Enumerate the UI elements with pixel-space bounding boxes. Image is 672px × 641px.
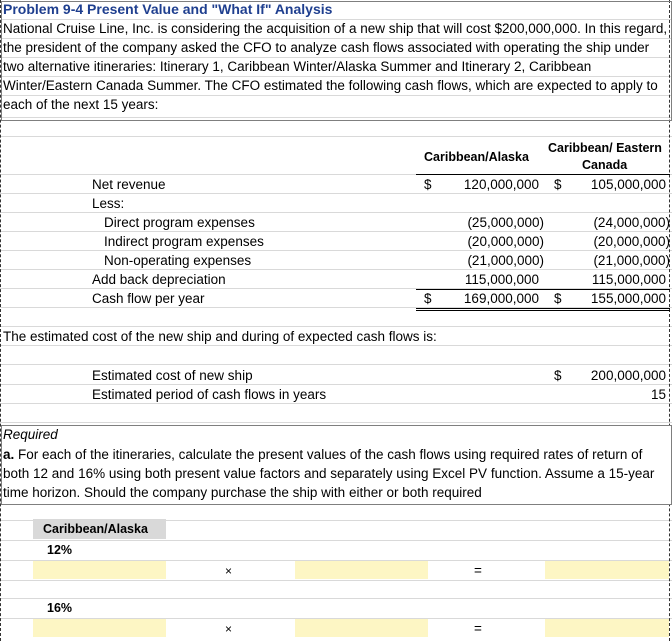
depreciation-label: Add back depreciation [92, 272, 226, 287]
estimated-cost-label: Estimated cost of new ship [92, 368, 253, 383]
less-label: Less: [92, 196, 125, 211]
cash-flow-value-alaska: 169,000,000 [463, 291, 539, 306]
net-revenue-value-eastern: 105,000,000 [590, 177, 666, 192]
column-header-eastern-canada-line1: Caribbean/ Eastern [548, 141, 662, 155]
net-revenue-label: Net revenue [92, 177, 166, 192]
estimated-period-value: 15 [650, 387, 666, 402]
direct-expenses-label: Direct program expenses [104, 215, 255, 230]
total-double-underline-1 [416, 308, 670, 309]
net-revenue-currency-1: $ [424, 177, 432, 192]
equals-symbol-12: = [474, 563, 482, 578]
required-text: For each of the itineraries, calculate the present values of the cash flows using required rates of return of both 12 and 16% using both present value factors and separately using Excel PV function. Assume a 15-year time horizon. Should the company purchase the ship with either or both required [3, 447, 655, 500]
indirect-expenses-value-eastern: (20,000,000) [593, 234, 670, 249]
input-present-value-16[interactable] [545, 619, 669, 637]
estimated-cost-currency: $ [554, 368, 562, 383]
net-revenue-value-alaska: 120,000,000 [463, 177, 539, 192]
nonoperating-expenses-label: Non-operating expenses [104, 253, 252, 268]
times-symbol-12: × [225, 564, 233, 578]
input-pv-factor-16[interactable] [295, 619, 428, 637]
rate-label-16: 16% [47, 601, 73, 615]
rate-label-12: 12% [47, 543, 73, 557]
net-revenue-currency-2: $ [554, 177, 562, 192]
times-symbol-16: × [225, 622, 233, 636]
estimated-intro-text: The estimated cost of the new ship and during of expected cash flows is: [3, 329, 437, 344]
indirect-expenses-value-alaska: (20,000,000) [467, 234, 544, 249]
header-underline [416, 174, 670, 175]
indirect-expenses-label: Indirect program expenses [104, 234, 264, 249]
input-cash-flow-12[interactable] [33, 561, 166, 579]
total-double-underline-2 [416, 310, 670, 311]
cash-flow-currency-2: $ [554, 291, 562, 306]
direct-expenses-value-eastern: (24,000,000) [593, 215, 670, 230]
cash-flow-currency-1: $ [424, 291, 432, 306]
cash-flow-value-eastern: 155,000,000 [590, 291, 666, 306]
calc-section-label: Caribbean/Alaska [43, 522, 148, 536]
depreciation-value-eastern: 115,000,000 [591, 272, 666, 287]
estimated-cost-value: 200,000,000 [590, 368, 666, 383]
depreciation-value-alaska: 115,000,000 [464, 272, 539, 287]
required-part-label: a. [3, 447, 15, 462]
nonoperating-expenses-value-eastern: (21,000,000) [593, 253, 670, 268]
equals-symbol-16: = [474, 621, 482, 636]
input-pv-factor-12[interactable] [295, 561, 428, 579]
required-heading: Required [3, 427, 58, 442]
required-text-block [3, 445, 663, 502]
estimated-period-label: Estimated period of cash flows in years [92, 387, 327, 402]
intro-paragraph: National Cruise Line, Inc. is considering the acquisition of a new ship that will cost $200,000,000. In this regard, the president of the company asked the CFO to analyze cash flows associated with operating the ship under two alternative itineraries: Itinerary 1, Caribbean Winter/Alaska Summer and Itinerary 2, Caribbean Winter/Eastern Canada Summer. The CFO estimated the following cash flows, which are expected to apply to each of the next 15 years: [3, 21, 668, 112]
column-header-eastern-canada-line2: Canada [582, 158, 628, 172]
nonoperating-expenses-value-alaska: (21,000,000) [467, 253, 544, 268]
input-cash-flow-16[interactable] [33, 619, 166, 637]
column-header-alaska: Caribbean/Alaska [424, 150, 529, 164]
direct-expenses-value-alaska: (25,000,000) [467, 215, 544, 230]
input-present-value-12[interactable] [545, 561, 669, 579]
cash-flow-label: Cash flow per year [92, 291, 205, 306]
problem-title: Problem 9-4 Present Value and "What If" Analysis [3, 1, 333, 17]
